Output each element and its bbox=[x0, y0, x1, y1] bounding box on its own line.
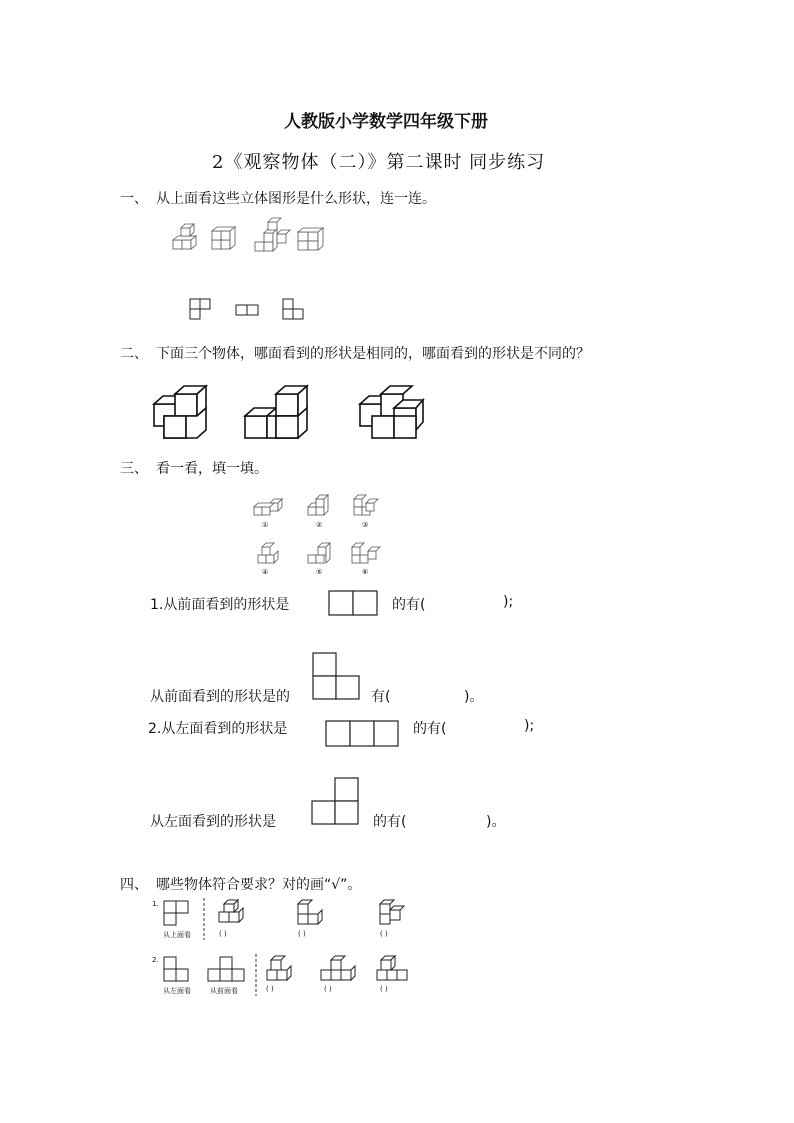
section1-solid-4 bbox=[296, 222, 336, 258]
section3-label-1: ① bbox=[262, 521, 269, 529]
section3-solid-4 bbox=[256, 541, 292, 567]
q1b-suffix: 有( bbox=[371, 689, 391, 705]
q2b-suffix: 的有( bbox=[373, 814, 407, 830]
q1b-close: )。 bbox=[464, 689, 484, 705]
section1-view-3 bbox=[283, 299, 307, 323]
section3-number: 三、 bbox=[120, 461, 148, 477]
item2-paren-2: ( ) bbox=[324, 985, 332, 993]
section1-heading bbox=[120, 188, 436, 208]
item1-paren-3: ( ) bbox=[380, 930, 388, 938]
page-subtitle: 2《观察物体（二）》第二课时 同步练习 bbox=[212, 152, 546, 173]
section2-object-1 bbox=[152, 380, 212, 442]
section1-view-2 bbox=[236, 305, 260, 317]
section2-number: 二、 bbox=[120, 346, 148, 362]
item1-view bbox=[163, 900, 191, 928]
item2-view-front bbox=[207, 956, 247, 984]
q2a-prefix: 2.从左面看到的形状是 bbox=[148, 721, 288, 737]
section3-solid-1 bbox=[252, 493, 288, 519]
section3-solid-2 bbox=[306, 493, 342, 519]
q1b-shape bbox=[312, 652, 362, 702]
q2a-suffix: 的有( bbox=[413, 721, 447, 737]
section2-object-2 bbox=[243, 380, 323, 442]
item2-paren-1: ( ) bbox=[266, 985, 274, 993]
q2a-shape bbox=[325, 720, 399, 748]
section3-heading bbox=[120, 458, 268, 478]
section2-object-3 bbox=[358, 380, 438, 442]
section3-label-4: ④ bbox=[262, 568, 269, 576]
q2b-shape bbox=[311, 777, 361, 827]
section3-label-5: ⑤ bbox=[316, 568, 323, 576]
item1-caption: 从上面看 bbox=[163, 931, 191, 939]
section4-number: 四、 bbox=[120, 877, 148, 893]
section3-label-6: ⑥ bbox=[362, 568, 369, 576]
item2-caption-front: 从前面看 bbox=[210, 987, 238, 995]
q2b-close: )。 bbox=[486, 814, 506, 830]
item2-paren-3: ( ) bbox=[380, 985, 388, 993]
section4-heading bbox=[120, 874, 361, 894]
item1-solid-1 bbox=[217, 900, 247, 928]
section3-label-2: ② bbox=[316, 521, 323, 529]
item2-solid-2 bbox=[319, 958, 359, 986]
item2-solid-3 bbox=[375, 958, 415, 986]
q1a-prefix: 1.从前面看到的形状是 bbox=[150, 597, 290, 613]
item2-caption-left: 从左面看 bbox=[163, 987, 191, 995]
section3-solid-3 bbox=[352, 493, 388, 519]
section1-number: 一、 bbox=[120, 191, 148, 207]
item1-solid-2 bbox=[296, 900, 326, 928]
section2-heading bbox=[120, 343, 590, 363]
section2-text: 下面三个物体，哪面看到的形状是相同的，哪面看到的形状是不同的？ bbox=[156, 346, 590, 362]
section4-text: 哪些物体符合要求？对的画“√”。 bbox=[156, 877, 362, 893]
q1a-close: ); bbox=[503, 594, 514, 610]
section1-text: 从上面看这些立体图形是什么形状，连一连。 bbox=[156, 191, 436, 207]
item1-solid-3 bbox=[378, 900, 408, 928]
section3-solid-5 bbox=[306, 541, 342, 567]
q2b-prefix: 从左面看到的形状是 bbox=[150, 814, 276, 830]
section1-view-1 bbox=[190, 299, 214, 323]
page-title: 人教版小学数学四年级下册 bbox=[284, 112, 488, 132]
item2-solid-1 bbox=[265, 958, 295, 986]
item1-paren-2: ( ) bbox=[298, 930, 306, 938]
item2-view-left bbox=[163, 956, 191, 984]
item2-divider bbox=[255, 954, 257, 996]
item1-divider bbox=[203, 898, 205, 940]
item1-number: 1. bbox=[152, 900, 159, 908]
q1b-prefix: 从前面看到的形状是的 bbox=[150, 689, 290, 705]
section3-label-3: ③ bbox=[362, 521, 369, 529]
q1a-shape bbox=[328, 590, 380, 616]
section3-solid-6 bbox=[350, 541, 390, 567]
item1-paren-1: ( ) bbox=[219, 930, 227, 938]
q1a-suffix: 的有( bbox=[392, 597, 426, 613]
q2a-close: ); bbox=[524, 718, 535, 734]
item2-number: 2. bbox=[152, 956, 159, 964]
section3-text: 看一看，填一填。 bbox=[156, 461, 268, 477]
